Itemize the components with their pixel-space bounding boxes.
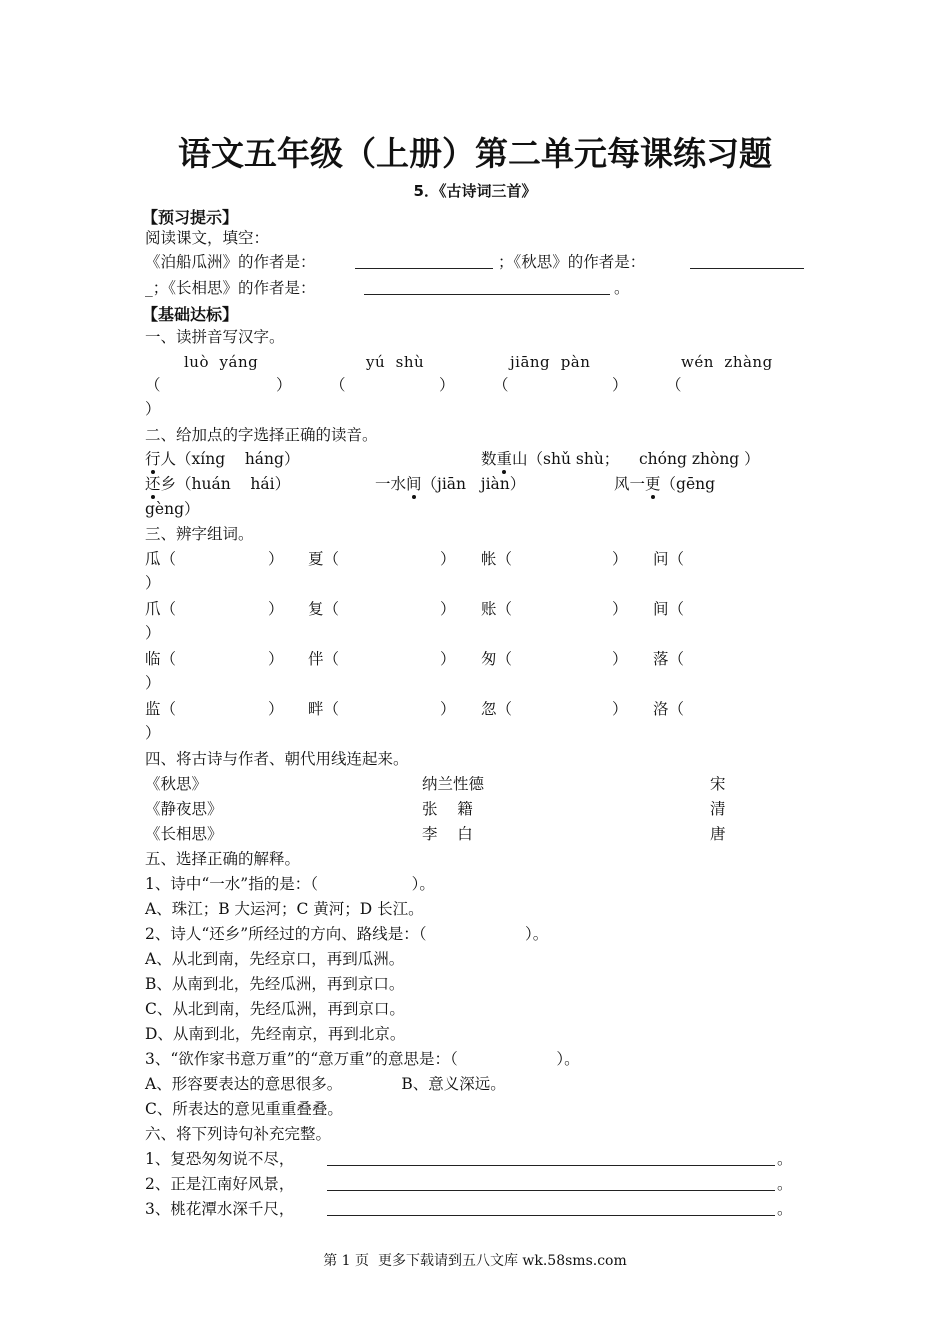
q1-open-4[interactable]: （ bbox=[666, 376, 682, 394]
q6-end: 。 bbox=[777, 1200, 793, 1218]
q5-s2[interactable]: 2、诗人“还乡”所经过的方向、路线是：（ ）。 bbox=[145, 925, 549, 943]
q6-title: 六、将下列诗句补充完整。 bbox=[145, 1125, 332, 1143]
q3-cell[interactable]: 畔（ bbox=[308, 700, 340, 718]
q3-close: ） bbox=[145, 624, 161, 642]
q6-item: 3、桃花潭水深千尺， bbox=[145, 1200, 295, 1218]
q3-cell[interactable]: 临（ bbox=[145, 650, 177, 668]
pinyin-4: wén zhàng bbox=[681, 353, 773, 371]
q2-word: 一水 bbox=[375, 475, 407, 493]
q6-item: 2、正是江南好风景， bbox=[145, 1175, 295, 1193]
q1-open-3[interactable]: （ bbox=[493, 376, 509, 394]
q2-item-jian bbox=[375, 475, 525, 493]
q3-cell[interactable]: 忽（ bbox=[481, 700, 513, 718]
q4-poem[interactable]: 《静夜思》 bbox=[145, 800, 223, 818]
page-title: 语文五年级（上册）第二单元每课练习题 bbox=[178, 134, 772, 173]
q3-cell[interactable]: 伴（ bbox=[308, 650, 340, 668]
q3-close: ） bbox=[440, 550, 456, 568]
q1-close-2: ） bbox=[439, 376, 455, 394]
dotted-char: 更 bbox=[645, 475, 661, 493]
q2-item-geng bbox=[614, 475, 715, 493]
q5-s3[interactable]: 3、“欲作家书意万重”的“意万重”的意思是：（ ）。 bbox=[145, 1050, 580, 1068]
q3-cell[interactable]: 洛（ bbox=[653, 700, 685, 718]
q6-end: 。 bbox=[777, 1175, 793, 1193]
q3-close: ） bbox=[145, 574, 161, 592]
q1-open-2[interactable]: （ bbox=[330, 376, 346, 394]
q3-cell[interactable]: 间（ bbox=[653, 600, 685, 618]
q5-s3-option-c: C、所表达的意见重重叠叠。 bbox=[145, 1100, 343, 1118]
q4-author[interactable]: 张 籍 bbox=[422, 800, 473, 818]
preview-line2b: 。 bbox=[614, 279, 630, 297]
q3-close: ） bbox=[145, 674, 161, 692]
q3-close: ） bbox=[268, 700, 284, 718]
q2-option: 山（shǔ shù； chóng zhòng ） bbox=[512, 450, 760, 468]
dotted-char: 重 bbox=[496, 450, 513, 468]
q3-close: ） bbox=[268, 650, 284, 668]
section-heading-preview: 【预习提示】 bbox=[142, 208, 239, 227]
q2-option: 人（xíng háng） bbox=[160, 450, 300, 468]
q3-close: ） bbox=[612, 600, 628, 618]
q5-s2-option-a: A、从北到南，先经京口，再到瓜洲。 bbox=[145, 950, 405, 968]
q5-s2-option-d: D、从南到北，先经南京，再到北京。 bbox=[145, 1025, 406, 1043]
q3-close: ） bbox=[612, 550, 628, 568]
q6-item: 1、复恐匆匆说不尽， bbox=[145, 1150, 295, 1168]
lesson-subtitle: 5．《古诗词三首》 bbox=[413, 182, 537, 200]
q2-option: （gēng bbox=[660, 475, 716, 493]
q3-cell[interactable]: 夏（ bbox=[308, 550, 340, 568]
q2-item-xing bbox=[145, 450, 299, 468]
q3-close: ） bbox=[268, 550, 284, 568]
q2-item-geng-cont: gèng） bbox=[145, 500, 200, 518]
dotted-char: 行 bbox=[145, 450, 161, 468]
q5-s2-option-b: B、从南到北，先经瓜洲，再到京口。 bbox=[145, 975, 405, 993]
q2-option: （jiān jiàn） bbox=[421, 475, 526, 493]
q3-title: 三、辨字组词。 bbox=[145, 525, 254, 543]
q1-open-1[interactable]: （ bbox=[145, 376, 161, 394]
q3-close: ） bbox=[440, 600, 456, 618]
q5-s2-option-c: C、从北到南，先经瓜洲，再到京口。 bbox=[145, 1000, 405, 1018]
blank-author-2[interactable] bbox=[690, 268, 804, 269]
q2-item-zhong bbox=[481, 450, 760, 468]
q5-s1[interactable]: 1、诗中“一水”指的是：（ ）。 bbox=[145, 875, 435, 893]
q3-cell[interactable]: 匆（ bbox=[481, 650, 513, 668]
q5-s1-options: A、珠江；B 大运河；C 黄河；D 长江。 bbox=[145, 900, 424, 918]
q3-close: ） bbox=[145, 724, 161, 742]
q4-poem[interactable]: 《长相思》 bbox=[145, 825, 223, 843]
q6-end: 。 bbox=[777, 1150, 793, 1168]
q1-close-1: ） bbox=[276, 376, 292, 394]
q2-word: 风一 bbox=[614, 475, 646, 493]
q2-title: 二、给加点的字选择正确的读音。 bbox=[145, 426, 378, 444]
q3-cell[interactable]: 落（ bbox=[653, 650, 685, 668]
q4-dynasty[interactable]: 清 bbox=[710, 800, 726, 818]
q1-title: 一、读拼音写汉字。 bbox=[145, 328, 285, 346]
q6-blank-2[interactable] bbox=[327, 1190, 775, 1191]
q3-close: ） bbox=[612, 650, 628, 668]
q1-close-3: ） bbox=[612, 376, 628, 394]
preview-instruction: 阅读课文，填空： bbox=[145, 229, 270, 247]
q1-close-4: ） bbox=[145, 400, 161, 418]
q3-cell[interactable]: 账（ bbox=[481, 600, 513, 618]
q5-title: 五、选择正确的解释。 bbox=[145, 850, 301, 868]
q3-close: ） bbox=[268, 600, 284, 618]
q3-cell[interactable]: 监（ bbox=[145, 700, 177, 718]
q4-author[interactable]: 纳兰性德 bbox=[422, 775, 485, 793]
preview-line2a: _；《长相思》的作者是： bbox=[145, 279, 316, 297]
q6-blank-3[interactable] bbox=[327, 1215, 775, 1216]
q2-word: 数 bbox=[481, 450, 497, 468]
preview-line1a: 《泊船瓜洲》的作者是： bbox=[145, 253, 316, 271]
q3-cell[interactable]: 爪（ bbox=[145, 600, 177, 618]
pinyin-1: luò yáng bbox=[184, 353, 259, 371]
blank-author-1[interactable] bbox=[355, 268, 493, 269]
q3-cell[interactable]: 瓜（ bbox=[145, 550, 177, 568]
q3-cell[interactable]: 帐（ bbox=[481, 550, 513, 568]
q2-item-huan bbox=[145, 475, 290, 493]
blank-author-3[interactable] bbox=[364, 294, 610, 295]
dotted-char: 间 bbox=[406, 475, 422, 493]
q4-title: 四、将古诗与作者、朝代用线连起来。 bbox=[145, 750, 409, 768]
q5-s3-options: A、形容要表达的意思很多。 B、意义深远。 bbox=[145, 1075, 506, 1093]
q3-close: ） bbox=[440, 650, 456, 668]
pinyin-2: yú shù bbox=[366, 353, 425, 371]
pinyin-3: jiāng pàn bbox=[510, 353, 591, 371]
q3-close: ） bbox=[612, 700, 628, 718]
q4-author[interactable]: 李 白 bbox=[422, 825, 473, 843]
section-heading-basic: 【基础达标】 bbox=[142, 305, 239, 324]
preview-line1b: ；《秋思》的作者是： bbox=[498, 253, 646, 271]
q2-option: 乡（huán hái） bbox=[160, 475, 291, 493]
q3-cell[interactable]: 复（ bbox=[308, 600, 340, 618]
q4-poem[interactable]: 《秋思》 bbox=[145, 775, 208, 793]
page-footer: 第 1 页 更多下载请到五八文库 wk.58sms.com bbox=[323, 1253, 627, 1269]
q3-close: ） bbox=[440, 700, 456, 718]
q3-cell[interactable]: 问（ bbox=[653, 550, 685, 568]
q4-dynasty[interactable]: 宋 bbox=[710, 775, 726, 793]
dotted-char: 还 bbox=[145, 475, 161, 493]
q6-blank-1[interactable] bbox=[327, 1165, 775, 1166]
q4-dynasty[interactable]: 唐 bbox=[710, 825, 726, 843]
